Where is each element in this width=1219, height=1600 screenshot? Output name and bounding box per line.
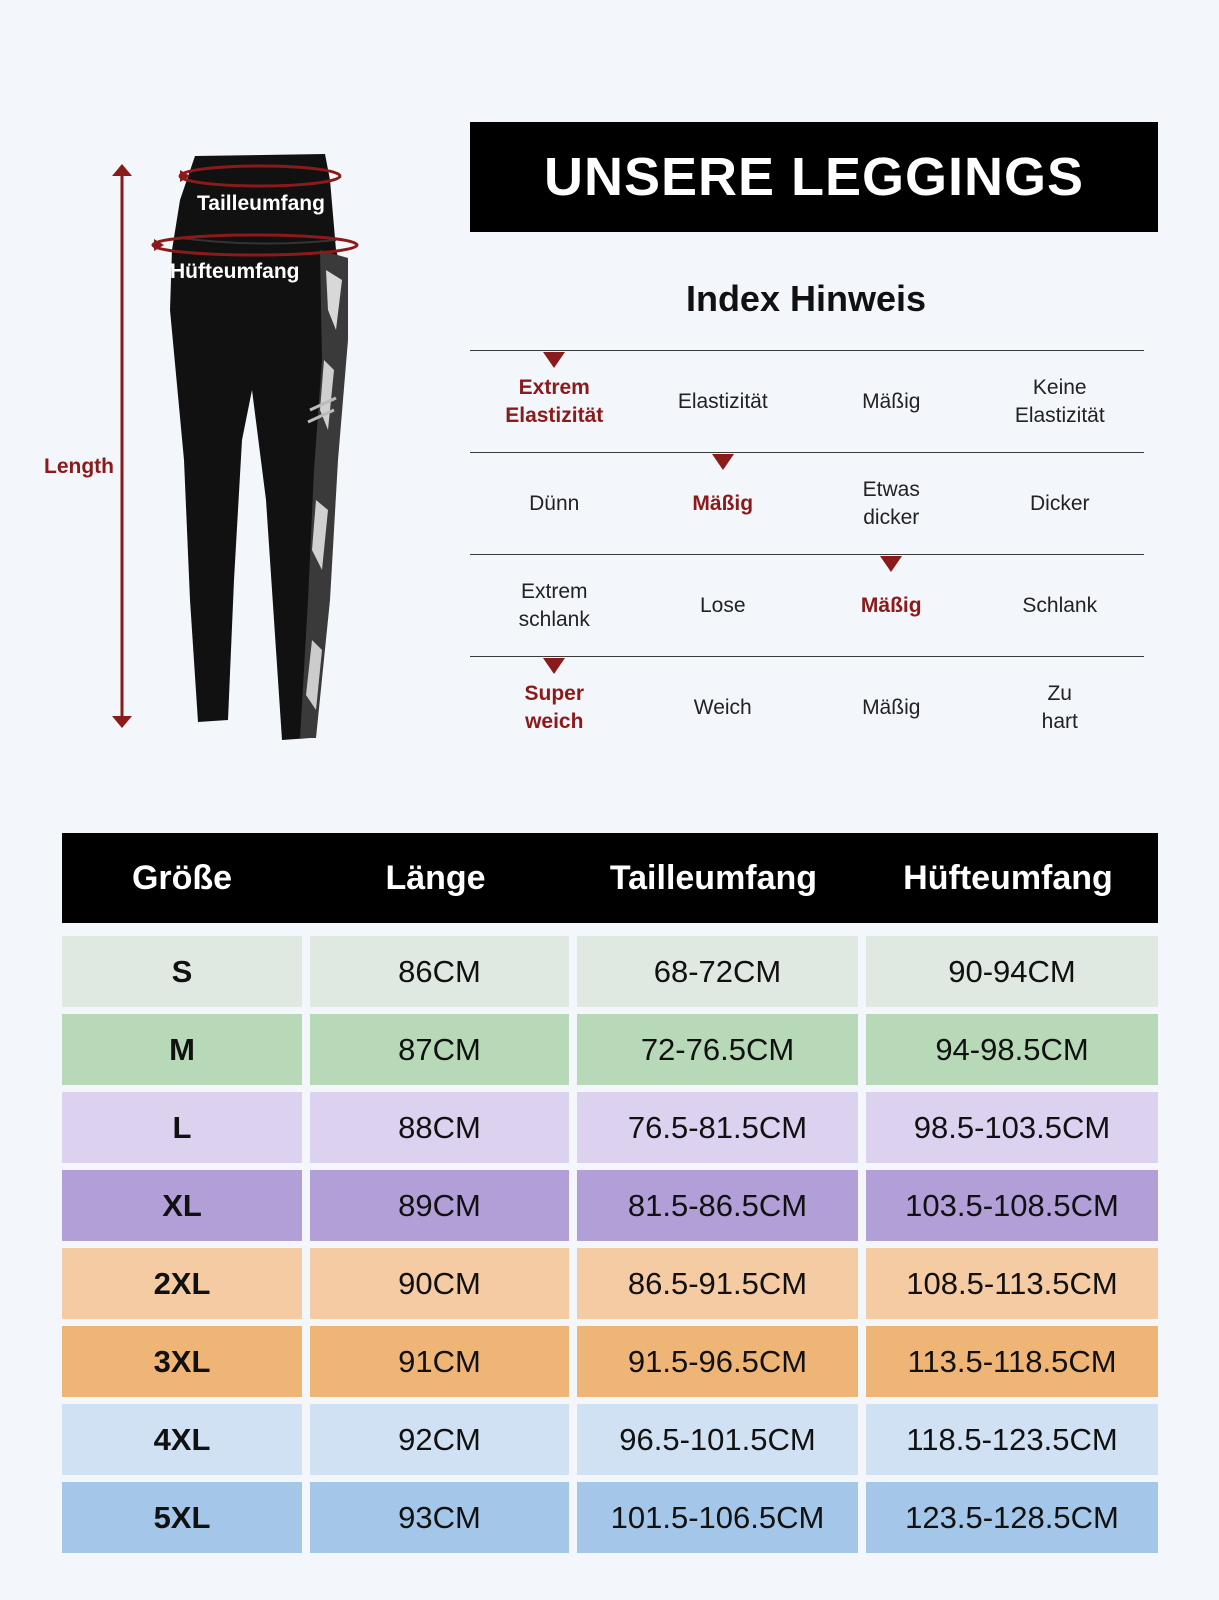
length-cell: 89CM — [310, 1170, 569, 1241]
hip-label: Hüfteumfang — [170, 260, 300, 283]
index-cell: Etwas dicker — [862, 477, 920, 529]
selection-marker-icon — [880, 556, 902, 572]
waist-cell: 76.5-81.5CM — [577, 1092, 858, 1163]
index-grid — [470, 350, 1144, 758]
table-row — [62, 1326, 1158, 1397]
hip-cell: 94-98.5CM — [866, 1014, 1158, 1085]
index-cell: Dünn — [529, 491, 580, 515]
hip-cell: 118.5-123.5CM — [866, 1404, 1158, 1475]
table-row — [62, 1014, 1158, 1085]
hip-cell: 108.5-113.5CM — [866, 1248, 1158, 1319]
waist-cell: 81.5-86.5CM — [577, 1170, 858, 1241]
waist-cell: 68-72CM — [577, 936, 858, 1007]
selection-marker-icon — [543, 352, 565, 368]
selection-marker-icon — [543, 658, 565, 674]
index-row — [470, 656, 1144, 758]
size-cell: 5XL — [62, 1482, 302, 1553]
length-cell: 90CM — [310, 1248, 569, 1319]
leggings-illustration — [30, 140, 410, 760]
index-cell: Weich — [693, 695, 752, 719]
index-row — [470, 452, 1144, 554]
index-title: Index Hinweis — [685, 278, 927, 319]
table-row — [62, 1170, 1158, 1241]
index-cell: Zu hart — [1041, 681, 1078, 733]
hip-cell: 123.5-128.5CM — [866, 1482, 1158, 1553]
selection-marker-icon — [712, 454, 734, 470]
waist-cell: 86.5-91.5CM — [577, 1248, 858, 1319]
index-row — [470, 554, 1144, 656]
table-row — [62, 936, 1158, 1007]
length-cell: 88CM — [310, 1092, 569, 1163]
index-cell: Mäßig — [862, 389, 921, 413]
size-table-header — [62, 833, 1158, 923]
length-cell: 93CM — [310, 1482, 569, 1553]
hip-cell: 103.5-108.5CM — [866, 1170, 1158, 1241]
size-cell: 2XL — [62, 1248, 302, 1319]
waist-cell: 96.5-101.5CM — [577, 1404, 858, 1475]
leggings-drawing — [30, 140, 410, 760]
index-cell: Mäßig — [862, 695, 921, 719]
length-cell: 92CM — [310, 1404, 569, 1475]
index-cell: Lose — [699, 593, 746, 617]
index-cell: Elastizität — [677, 389, 768, 413]
header-length: Länge — [385, 858, 486, 897]
size-cell: 4XL — [62, 1404, 302, 1475]
length-cell: 87CM — [310, 1014, 569, 1085]
hip-cell: 90-94CM — [866, 936, 1158, 1007]
index-cell: Mäßig — [807, 555, 976, 656]
table-row — [62, 1248, 1158, 1319]
size-cell: 3XL — [62, 1326, 302, 1397]
size-cell: S — [62, 936, 302, 1007]
index-cell: Keine Elastizität — [1014, 375, 1105, 427]
index-cell: Dicker — [1029, 491, 1090, 515]
length-cell: 86CM — [310, 936, 569, 1007]
index-cell: Extrem schlank — [518, 579, 590, 631]
header-waist: Tailleumfang — [609, 858, 818, 897]
index-cell: Mäßig — [639, 453, 808, 554]
hip-cell: 113.5-118.5CM — [866, 1326, 1158, 1397]
table-row — [62, 1404, 1158, 1475]
header-hip: Hüfteumfang — [903, 858, 1113, 897]
page-title: UNSERE LEGGINGS — [470, 122, 1158, 232]
size-cell: L — [62, 1092, 302, 1163]
index-row — [470, 350, 1144, 452]
hip-cell: 98.5-103.5CM — [866, 1092, 1158, 1163]
table-row — [62, 1482, 1158, 1553]
waist-cell: 101.5-106.5CM — [577, 1482, 858, 1553]
size-table-body — [62, 936, 1158, 1560]
waist-cell: 91.5-96.5CM — [577, 1326, 858, 1397]
waist-cell: 72-76.5CM — [577, 1014, 858, 1085]
index-cell: Extrem Elastizität — [470, 351, 639, 452]
index-cell: Schlank — [1022, 593, 1098, 617]
table-row — [62, 1092, 1158, 1163]
size-cell: XL — [62, 1170, 302, 1241]
waist-label: Tailleumfang — [197, 192, 325, 215]
length-label: Length — [44, 455, 114, 478]
index-cell: Super weich — [470, 657, 639, 758]
size-cell: M — [62, 1014, 302, 1085]
header-size: Größe — [131, 858, 233, 897]
length-cell: 91CM — [310, 1326, 569, 1397]
